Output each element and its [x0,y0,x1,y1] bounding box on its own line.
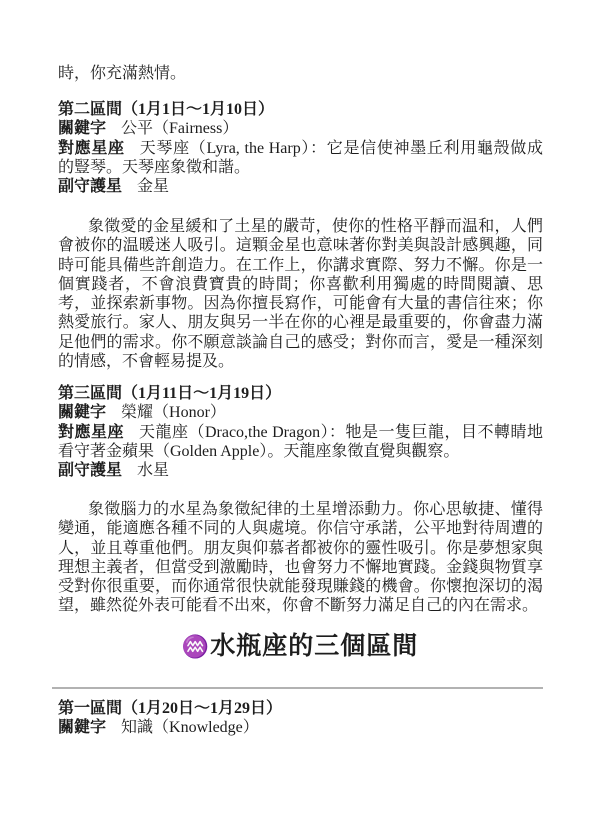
district3-paragraph [58,500,543,616]
paragraph-line: 望，雖然從外表可能看不出來，你會不斷努力滿足自己的內在需求。 [58,597,539,615]
sign-label: 對應星座 [58,423,124,441]
keyword-value: 知識（Knowledge） [121,719,259,737]
keyword-label: 關鍵字 [58,120,107,138]
paragraph-line: 時可能具備些許創造力。在工作上，你講求實際、努力不懈。你是一 [58,256,543,274]
sign-value: 天琴座（Lyra, the Harp）：它是信使神墨丘利用龜殼做成 [139,139,543,157]
subruler-value: 金星 [137,178,170,196]
district3-title: 第三區間（1月11日～1月19日） [58,385,282,402]
paragraph-line: 受對你很重要，而你通常很快就能發現賺錢的機會。你懷抱深切的渴 [58,578,543,596]
keyword-label: 關鍵字 [58,404,107,422]
paragraph-line: 象徵腦力的水星為象徵紀律的土星增添動力。你心思敏捷、懂得 [88,501,543,518]
keyword-label: 關鍵字 [58,719,107,737]
district2-sign-row-2: 的豎琴。天琴座象徵和諧。 [58,158,251,176]
district1-header [58,699,543,738]
district2-header [58,100,543,196]
paragraph-line: 的情感，不會輕易提及。 [58,353,235,371]
paragraph-line: 足他們的需求。你不願意談論自己的感受；對你而言，愛是一種深刻 [58,333,543,351]
keyword-value: 榮耀（Honor） [121,404,226,422]
district3-sign-row [58,423,543,442]
paragraph-line: 考，並探索新事物。因為你擅長寫作，可能會有大量的書信往來；你 [58,295,543,313]
keyword-value: 公平（Fairness） [121,120,239,138]
district1-keyword-row [58,718,543,737]
intro-block [58,64,543,83]
aquarius-icon: ♒ [181,634,210,659]
section-divider [52,687,543,689]
district3-subruler-row [58,461,543,480]
paragraph-line: 人，並且尊重他們。朋友與仰慕者都被你的靈性吸引。你是夢想家與 [58,539,543,557]
district2-subruler-row [58,177,543,196]
subruler-label: 副守護星 [58,462,123,480]
chapter-heading [0,630,600,664]
district2-title: 第二區間（1月1日～1月10日） [58,101,275,118]
subruler-label: 副守護星 [58,178,123,196]
paragraph-line: 熱愛旅行。家人、朋友與另一半在你的心裡是最重要的，你會盡力滿 [58,314,543,332]
sign-value: 天龍座（Draco,the Dragon）：牠是一隻巨龍，目不轉睛地 [138,423,543,441]
subruler-value: 水星 [137,462,170,480]
paragraph-line: 變通，能適應各種不同的人與處境。你信守承諾，公平地對待周遭的 [58,520,543,538]
district1-title: 第一區間（1月20日～1月29日） [58,700,283,717]
district2-sign-row [58,139,543,158]
district2-paragraph [58,217,543,371]
paragraph-line: 個實踐者，不會浪費寶貴的時間；你喜歡利用獨處的時間閱讀、思 [58,275,543,293]
district3-sign-row-2: 看守著金蘋果（Golden Apple）。天龍座象徵直覺與觀察。 [58,442,460,460]
intro-line: 時，你充滿熱情。 [58,65,187,82]
sign-label: 對應星座 [58,139,125,157]
district3-header [58,384,543,480]
paragraph-line: 會被你的温暖迷人吸引。這顆金星也意味著你對美與設計感興趣，同 [58,237,543,255]
chapter-heading-text: 水瓶座的三個區間 [210,633,419,660]
district2-keyword-row [58,119,543,138]
paragraph-line: 理想主義者，但當受到激勵時，也會努力不懈地實踐。金錢與物質享 [58,558,543,576]
district3-keyword-row [58,403,543,422]
paragraph-line: 象徵愛的金星緩和了土星的嚴苛，使你的性格平靜而温和，人們 [88,218,543,235]
